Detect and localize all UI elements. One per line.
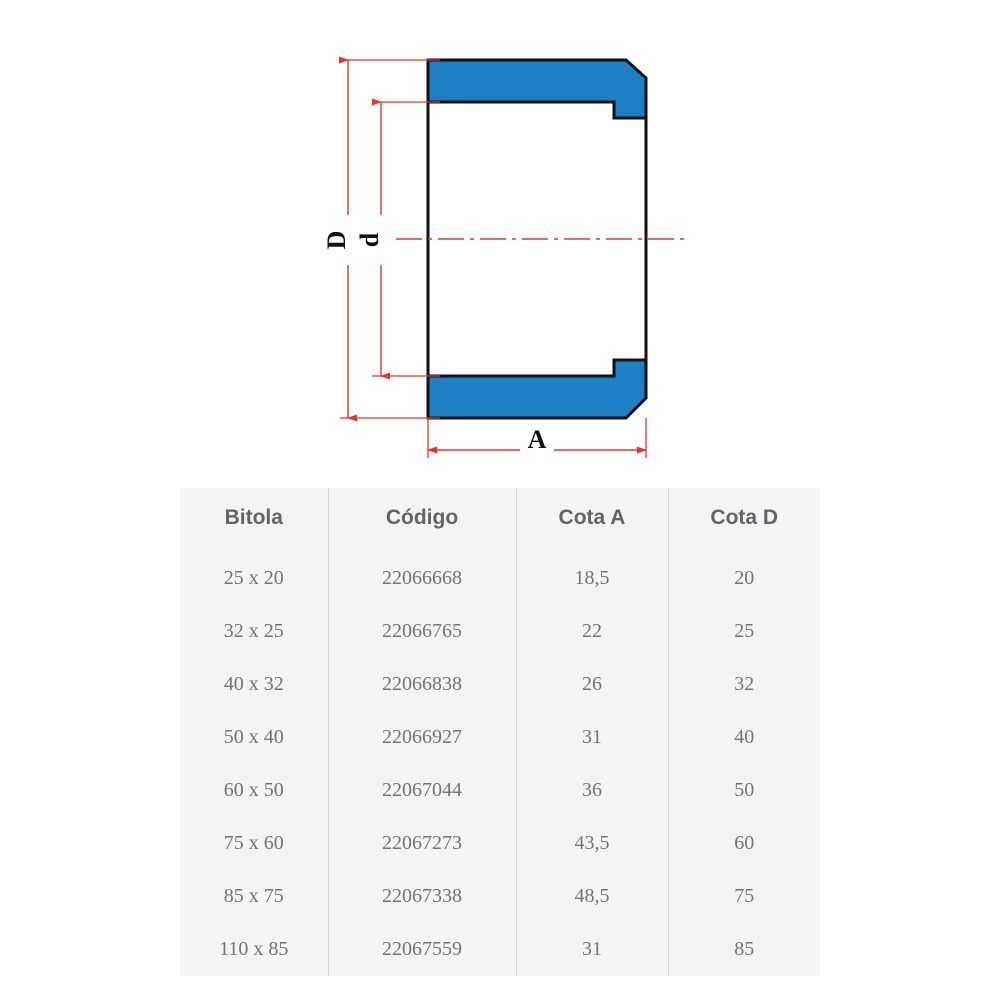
table-row bbox=[180, 605, 820, 658]
svg-text:A: A bbox=[527, 424, 547, 454]
technical-drawing bbox=[0, 0, 1000, 480]
dim-label-D bbox=[322, 215, 354, 265]
cell-cota-a: 48,5 bbox=[516, 870, 668, 923]
table-row bbox=[180, 658, 820, 711]
cell-cota-a: 43,5 bbox=[516, 817, 668, 870]
cell-codigo: 22066927 bbox=[328, 711, 516, 764]
svg-text:d: d bbox=[354, 232, 384, 248]
cell-codigo: 22067559 bbox=[328, 923, 516, 976]
table-row bbox=[180, 550, 820, 605]
cell-cota-a: 31 bbox=[516, 711, 668, 764]
cell-bitola: 85 x 75 bbox=[180, 870, 328, 923]
cell-cota-d: 75 bbox=[668, 870, 820, 923]
cell-cota-a: 36 bbox=[516, 764, 668, 817]
spec-table bbox=[180, 488, 820, 976]
cell-cota-a: 31 bbox=[516, 923, 668, 976]
cell-cota-d: 40 bbox=[668, 711, 820, 764]
cell-cota-d: 85 bbox=[668, 923, 820, 976]
cell-bitola: 40 x 32 bbox=[180, 658, 328, 711]
cell-cota-a: 18,5 bbox=[516, 550, 668, 605]
table-row bbox=[180, 870, 820, 923]
cell-codigo: 22067044 bbox=[328, 764, 516, 817]
table-header-row bbox=[180, 488, 820, 550]
svg-text:D: D bbox=[321, 230, 351, 250]
cell-bitola: 75 x 60 bbox=[180, 817, 328, 870]
spec-table-container bbox=[180, 488, 820, 974]
cell-codigo: 22066668 bbox=[328, 550, 516, 605]
table-row bbox=[180, 711, 820, 764]
column-header-bitola: Bitola bbox=[180, 488, 328, 550]
cell-cota-d: 50 bbox=[668, 764, 820, 817]
cell-cota-d: 20 bbox=[668, 550, 820, 605]
cell-bitola: 110 x 85 bbox=[180, 923, 328, 976]
dim-label-A bbox=[520, 425, 554, 456]
cell-cota-a: 26 bbox=[516, 658, 668, 711]
cell-codigo: 22066765 bbox=[328, 605, 516, 658]
cell-cota-d: 25 bbox=[668, 605, 820, 658]
table-row bbox=[180, 764, 820, 817]
table-row bbox=[180, 923, 820, 976]
cell-bitola: 25 x 20 bbox=[180, 550, 328, 605]
cell-bitola: 60 x 50 bbox=[180, 764, 328, 817]
cell-cota-d: 32 bbox=[668, 658, 820, 711]
dim-label-d bbox=[355, 215, 386, 265]
cell-codigo: 22066838 bbox=[328, 658, 516, 711]
table-row bbox=[180, 817, 820, 870]
cell-bitola: 32 x 25 bbox=[180, 605, 328, 658]
column-header-cota-d: Cota D bbox=[668, 488, 820, 550]
cell-cota-d: 60 bbox=[668, 817, 820, 870]
cell-bitola: 50 x 40 bbox=[180, 711, 328, 764]
column-header-codigo: Código bbox=[328, 488, 516, 550]
cell-cota-a: 22 bbox=[516, 605, 668, 658]
column-header-cota-a: Cota A bbox=[516, 488, 668, 550]
cell-codigo: 22067273 bbox=[328, 817, 516, 870]
cell-codigo: 22067338 bbox=[328, 870, 516, 923]
